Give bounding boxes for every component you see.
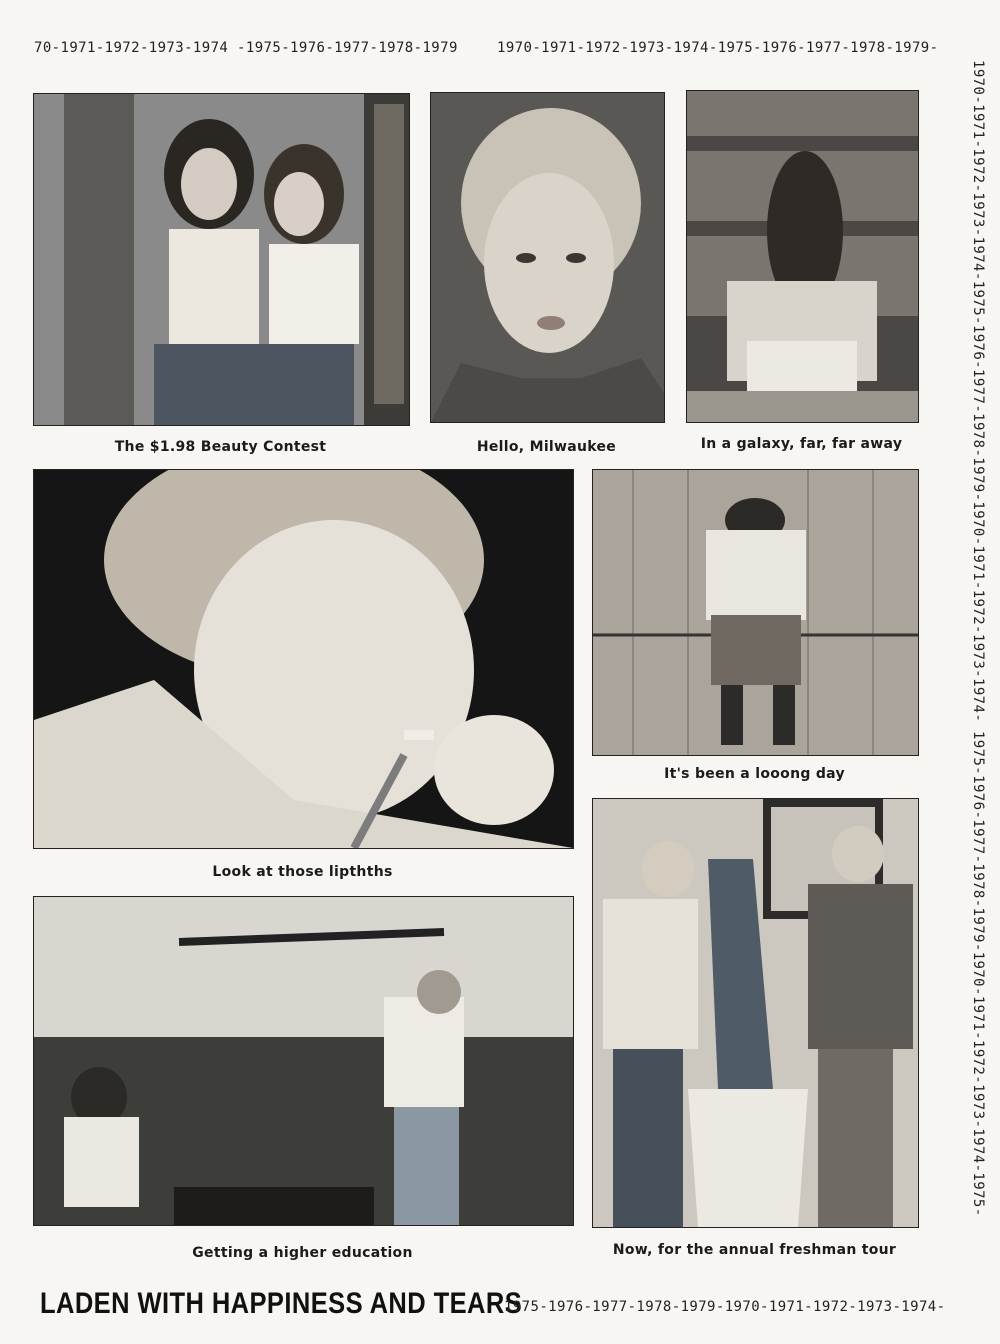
caption-freshman-tour: Now, for the annual freshman tour <box>612 1242 897 1258</box>
photo-liptths <box>33 469 574 849</box>
caption-liptths: Look at those lipthths <box>212 864 393 880</box>
caption-hello-milwaukee: Hello, Milwaukee <box>476 439 617 455</box>
photo-galaxy <box>686 90 919 423</box>
photo-hello-milwaukee <box>430 92 665 423</box>
caption-galaxy: In a galaxy, far, far away <box>700 436 903 452</box>
top-year-banner-right: 1970-1971-1972-1973-1974-1975-1976-1977-1978-1979- <box>497 40 939 56</box>
caption-higher-education: Getting a higher education <box>192 1245 413 1261</box>
photo-higher-education <box>33 896 574 1226</box>
page-headline: LADEN WITH HAPPINESS AND TEARS <box>40 1287 523 1320</box>
side-year-banner: 1970-1971-1972-1973-1974-1975-1976-1977-1978-1979-1970-1971-1972-1973-1974- 1975-1976-1977-1978-1979-1970-1971-1972-1973-1974-1975- <box>970 60 986 1217</box>
top-year-banner-left: 70-1971-1972-1973-1974 -1975-1976-1977-1978-1979 <box>34 40 458 56</box>
caption-looong-day: It's been a looong day <box>664 766 845 782</box>
photo-looong-day <box>592 469 919 756</box>
photo-beauty-contest <box>33 93 410 426</box>
caption-beauty-contest: The $1.98 Beauty Contest <box>114 439 327 455</box>
bottom-year-banner: 1975-1976-1977-1978-1979-1970-1971-1972-1973-1974- <box>504 1299 946 1315</box>
photo-freshman-tour <box>592 798 919 1228</box>
